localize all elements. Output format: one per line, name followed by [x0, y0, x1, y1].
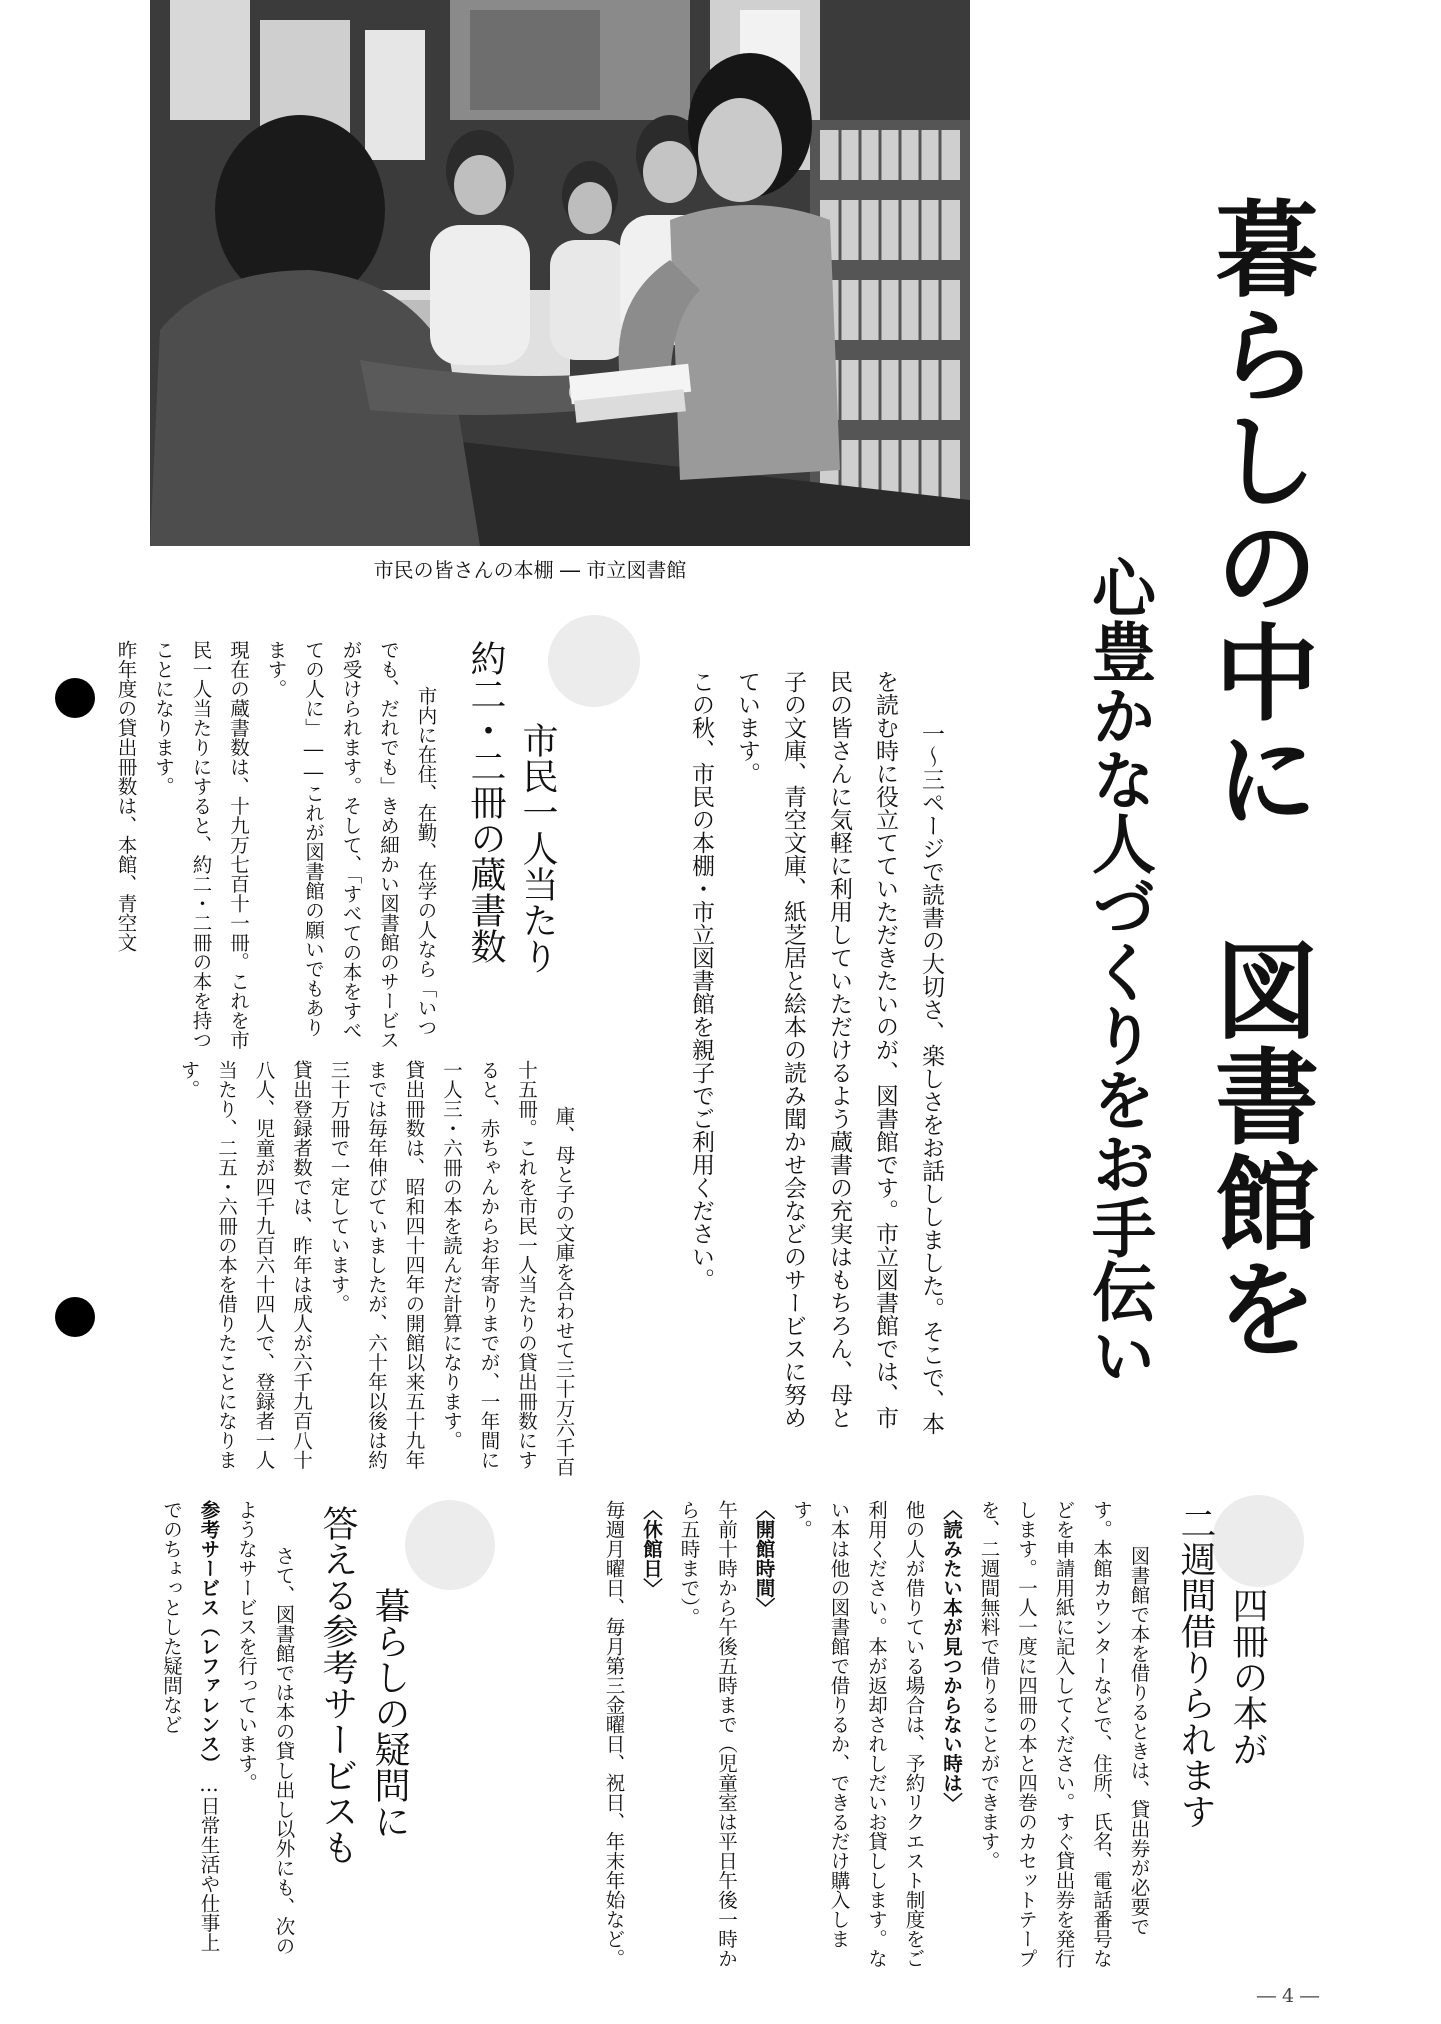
- intro-paragraph-1: 一～三ページで読書の大切さ、楽しさをお話ししました。そこで、本を読む時に役立てていただきたいのが、図書館です。市立図書館では、市民の皆さんに気軽に利用していただけるよう蔵書の充実はもちろん、母と子の文庫、青空文庫、紙芝居と絵本の読み聞かせ会などのサービスに努めています。: [734, 670, 944, 1435]
- section2-p2: 他の人が借りている場合は、予約リクエスト制度をご利用ください。本が返却されしだいお貸しします。ない本は他の図書館で借りるか、できるだけ購入します。: [790, 1500, 926, 1968]
- binder-hole-top: [55, 678, 95, 718]
- section1-heading: [465, 640, 615, 1060]
- intro-paragraph-2: この秋、市民の本棚・市立図書館を親子でご利用ください。: [688, 670, 714, 1291]
- section1-heading-line2: 約二・二冊の蔵書数: [465, 640, 506, 964]
- section3-p1: さて、図書館では本の貸し出し以外にも、次のようなサービスを行っています。: [235, 1500, 296, 1956]
- section1-body-lower-p3: 貸出登録者数では、昨年は成人が六千九百八十八人、児童が四千九百六十四人で、登録者一人当たり、二五・六冊の本を借りたことになります。: [177, 1060, 313, 1470]
- section3-heading-line2: 答える参考サービスも: [317, 1505, 358, 1865]
- section2-label-search: 〈読みたい本が見つからない時は〉: [940, 1500, 963, 1812]
- section1-body-lower-p1: 庫、母と子の文庫を合わせて三十万六千百十五冊。これを市民一人当たりの貸出冊数にすると、赤ちゃんからお年寄りまでが、一年間に一人三・六冊の本を読んだ計算になります。: [440, 1060, 576, 1477]
- section3-ref-text: …日常生活や仕事上でのちょっとした疑問など: [160, 1500, 221, 1952]
- section2-p1: 図書館で本を借りるときは、貸出券が必要です。本館カウンターなどで、住所、氏名、電話番号などを申請用紙に記入してください。すぐ貸出券を発行します。一人一度に四冊の本と四巻のカセットテープを、二週間無料で借りることができます。: [977, 1500, 1151, 1968]
- section2-heading-line1: 四冊の本が: [1227, 1587, 1268, 1767]
- section2-body: [602, 1500, 1195, 1970]
- photo-caption: 市民の皆さんの本棚 ― 市立図書館: [373, 558, 687, 582]
- library-photo: [150, 0, 970, 546]
- section3-heading-line1: 暮らしの疑問に: [369, 1587, 410, 1839]
- intro-text: [690, 670, 1000, 1440]
- section1-body-upper-p1: 市内に在住、在勤、在学の人なら「いつでも、だれでも」きめ細かい図書館のサービスが受けられます。そして、「すべての本をすべての人に」――これが図書館の願いでもあります。: [264, 640, 438, 1050]
- section3-ref-label: 参考サービス（レファレンス）: [197, 1500, 221, 1773]
- section1-heading-line1: 市民一人当たり: [517, 722, 558, 974]
- library-photo-illustration: [150, 0, 970, 546]
- page-subtitle: 心豊かな人づくりをお手伝い: [1081, 555, 1155, 1387]
- section2-hours: 午前十時から午後五時まで（児童室は平日午後一時から五時まで）。: [677, 1500, 738, 1968]
- section2-closed: 毎週月曜日、毎月第三金曜日、祝日、年末年始など。: [602, 1500, 626, 1968]
- page-title: 暮らしの中に 図書館を: [1197, 195, 1319, 1361]
- section2-label-closed: 〈休館日〉: [640, 1500, 663, 1598]
- section3-body: [140, 1500, 340, 1970]
- page-number: ― 4 ―: [1256, 1985, 1320, 2007]
- section2-label-hours: 〈開館時間〉: [752, 1500, 776, 1617]
- section1-body-lower: [140, 1060, 620, 1480]
- section2-heading: [1175, 1505, 1325, 1975]
- section1-body-lower-p2: 貸出冊数は、昭和四十四年の開館以来五十九年までは毎年伸びていましたが、六十年以後は約三十万冊で一定しています。: [327, 1060, 426, 1470]
- section1-body-upper-p3: 昨年度の貸出冊数は、本館、青空文: [114, 640, 138, 952]
- section1-body-upper-p2: 現在の蔵書数は、十九万七百十一冊。これを市民一人当たりにすると、約二・二冊の本を持つことになります。: [152, 640, 250, 1050]
- section2-heading-line2: 二週間借りられます: [1175, 1505, 1216, 1829]
- binder-hole-bottom: [55, 1297, 95, 1337]
- section3-heading: [317, 1505, 467, 1975]
- section1-body-upper: [114, 640, 482, 1050]
